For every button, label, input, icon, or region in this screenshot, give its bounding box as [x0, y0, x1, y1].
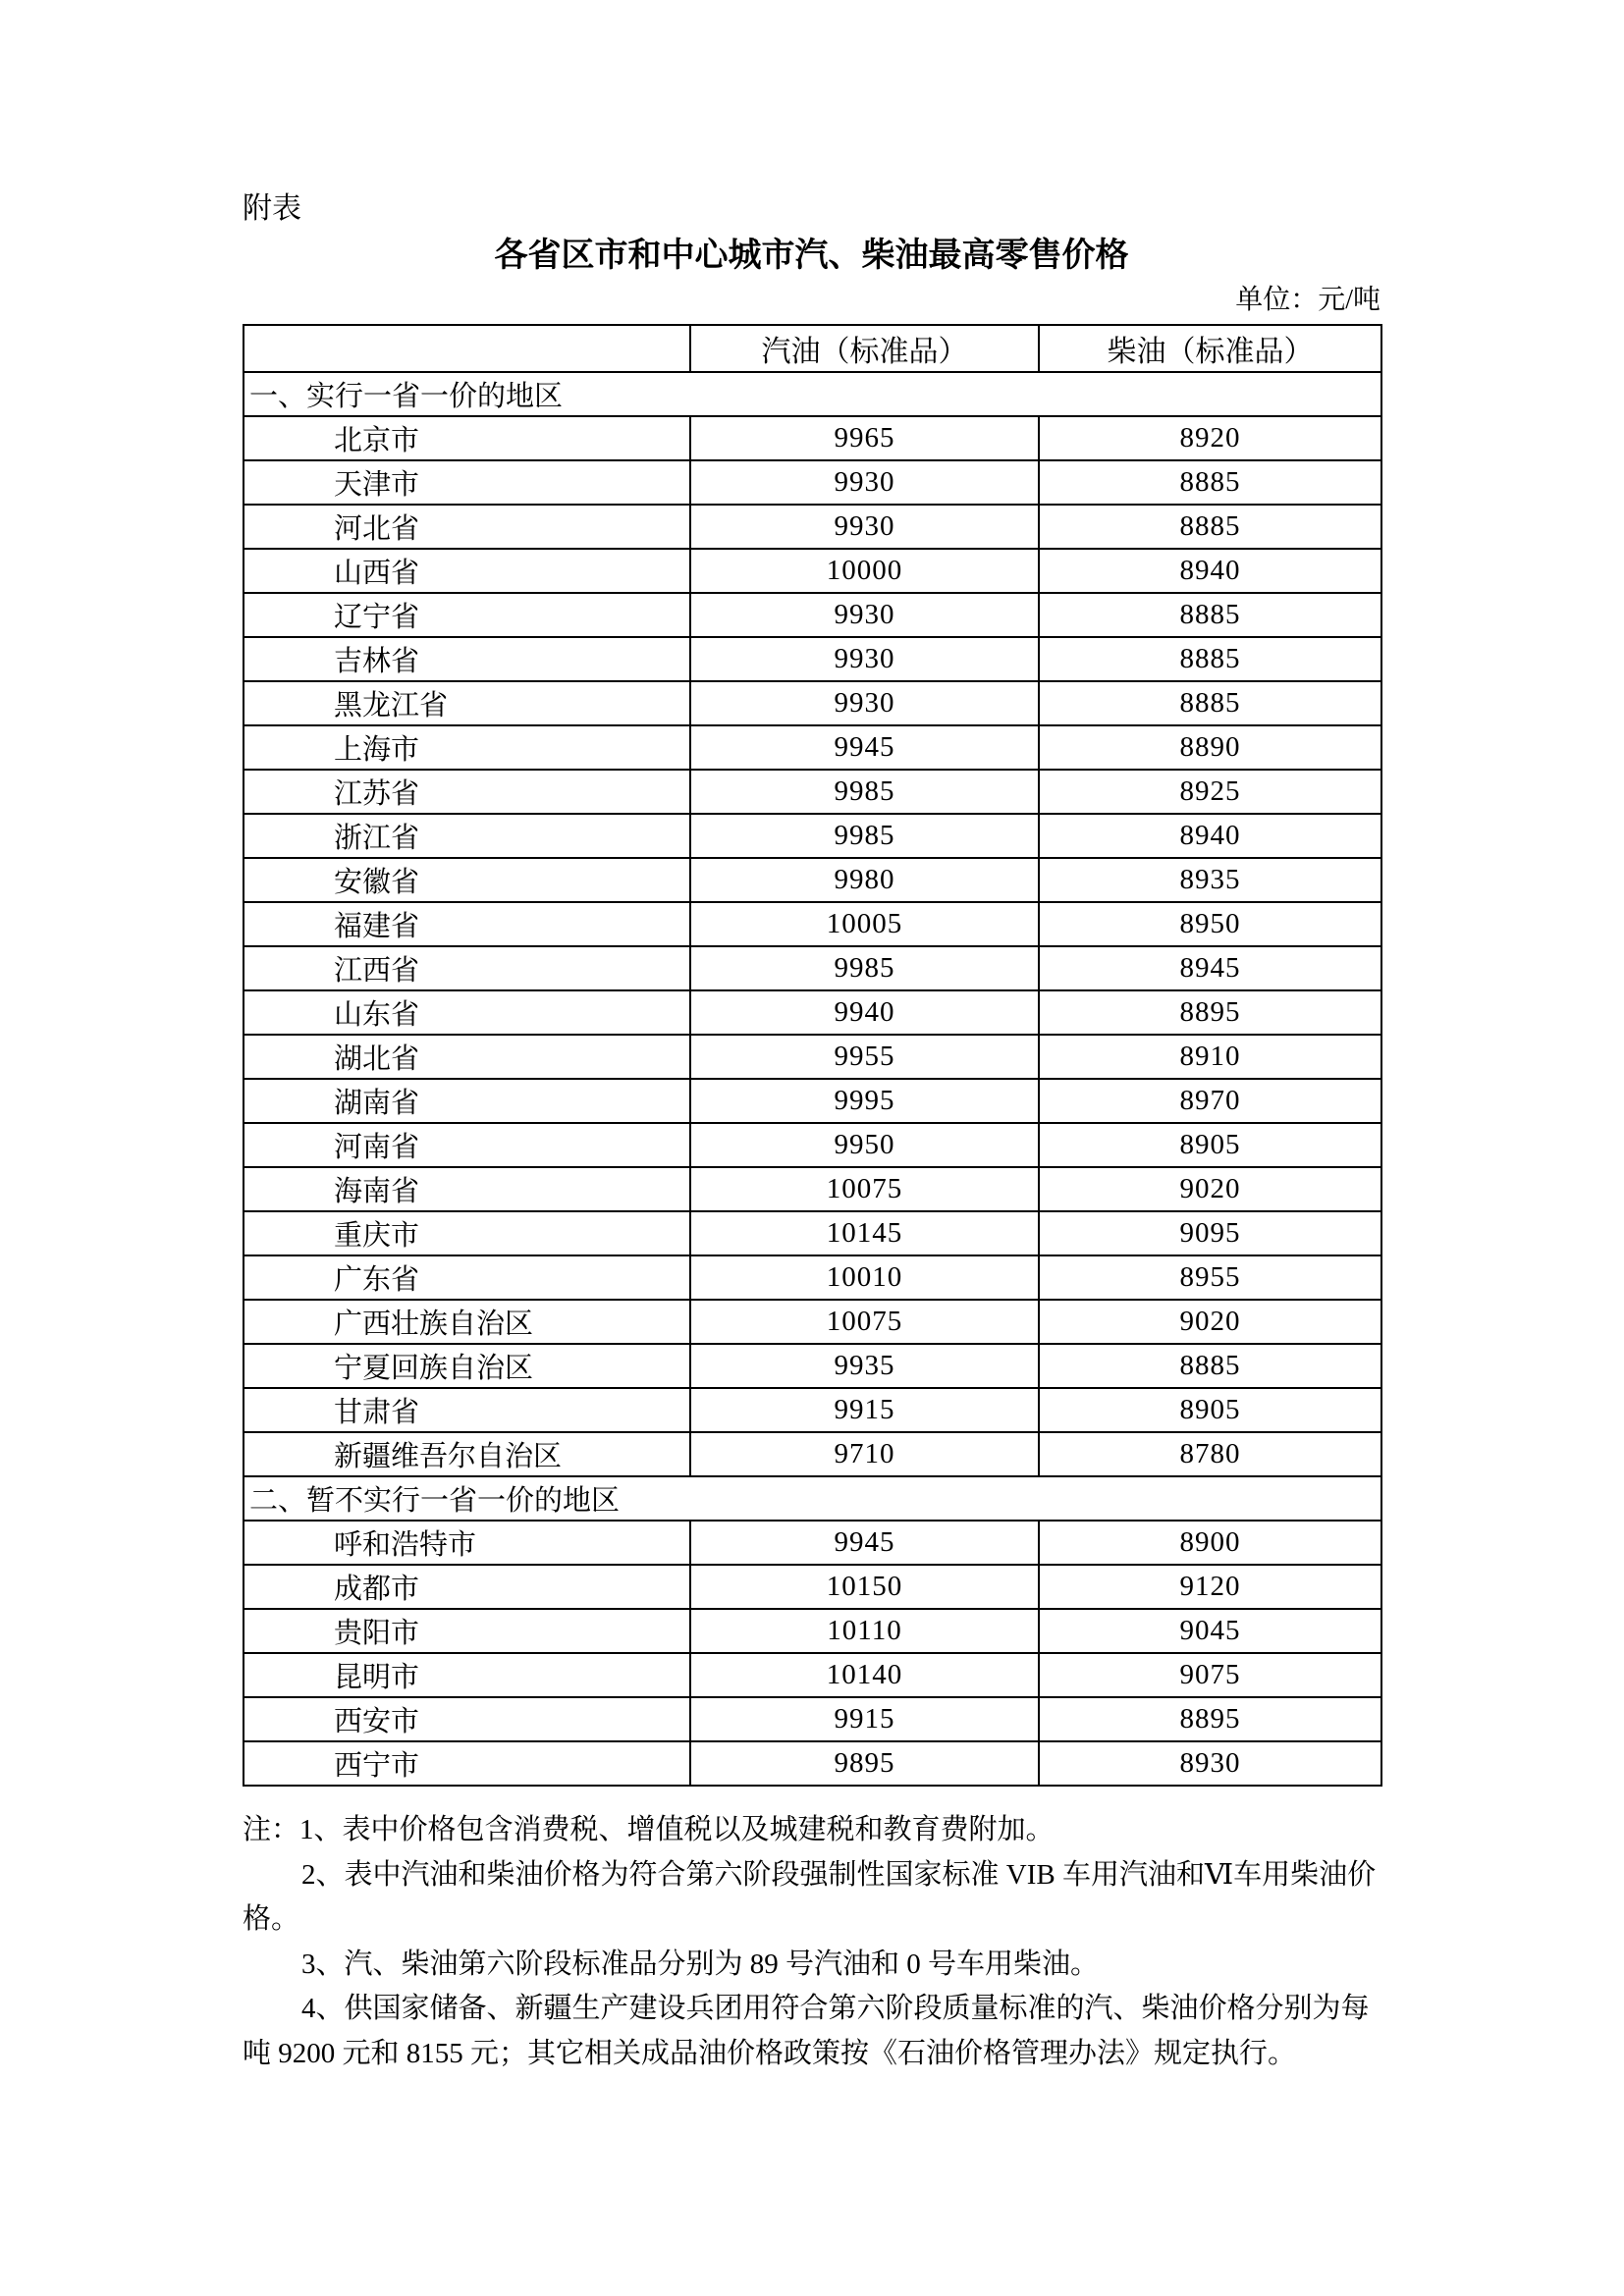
diesel-cell: 8950: [1039, 902, 1381, 946]
region-cell: 广东省: [244, 1255, 690, 1300]
page-title: 各省区市和中心城市汽、柴油最高零售价格: [494, 236, 1129, 275]
table-row: [244, 460, 1381, 505]
appendix-label: 附表: [243, 192, 301, 225]
header-row: [244, 325, 1381, 372]
note-line-4-continued: 吨 9200 元和 8155 元；其它相关成品油价格政策按《石油价格管理办法》规定执行。: [243, 2037, 1297, 2069]
gasoline-cell: 9710: [690, 1432, 1039, 1476]
region-cell: 呼和浩特市: [244, 1521, 690, 1565]
gasoline-cell: 9980: [690, 858, 1039, 902]
table-row: [244, 1565, 1381, 1609]
region-cell: 江西省: [244, 946, 690, 990]
region-cell: 成都市: [244, 1565, 690, 1609]
region-cell: 江苏省: [244, 770, 690, 814]
gasoline-cell: 9930: [690, 460, 1039, 505]
price-table-body: [244, 372, 1381, 1786]
region-cell: 辽宁省: [244, 593, 690, 637]
gasoline-cell: 10000: [690, 549, 1039, 593]
diesel-cell: 8895: [1039, 1697, 1381, 1741]
region-cell: 湖南省: [244, 1079, 690, 1123]
section-heading-row: [244, 1476, 1381, 1521]
table-row: [244, 1035, 1381, 1079]
region-cell: 湖北省: [244, 1035, 690, 1079]
region-cell: 西宁市: [244, 1741, 690, 1786]
table-row: [244, 1300, 1381, 1344]
region-cell: 浙江省: [244, 814, 690, 858]
header-diesel: 柴油（标准品）: [1039, 325, 1381, 372]
header-gasoline: 汽油（标准品）: [690, 325, 1039, 372]
note-line-3: 3、汽、柴油第六阶段标准品分别为 89 号汽油和 0 号车用柴油。: [301, 1948, 1100, 1980]
gasoline-cell: 9950: [690, 1123, 1039, 1167]
section-heading-row: [244, 372, 1381, 416]
gasoline-cell: 9915: [690, 1697, 1039, 1741]
diesel-cell: 8920: [1039, 416, 1381, 460]
table-row: [244, 1741, 1381, 1786]
gasoline-cell: 9985: [690, 814, 1039, 858]
table-row: [244, 1344, 1381, 1388]
gasoline-cell: 9945: [690, 1521, 1039, 1565]
table-row: [244, 725, 1381, 770]
table-row: [244, 1609, 1381, 1653]
gasoline-cell: 9955: [690, 1035, 1039, 1079]
gasoline-cell: 10110: [690, 1609, 1039, 1653]
diesel-cell: 9075: [1039, 1653, 1381, 1697]
table-row: [244, 549, 1381, 593]
table-row: [244, 946, 1381, 990]
gasoline-cell: 9940: [690, 990, 1039, 1035]
price-table: [243, 324, 1382, 1787]
table-row: [244, 1211, 1381, 1255]
table-row: [244, 1432, 1381, 1476]
gasoline-cell: 9965: [690, 416, 1039, 460]
gasoline-cell: 9895: [690, 1741, 1039, 1786]
region-cell: 天津市: [244, 460, 690, 505]
region-cell: 黑龙江省: [244, 681, 690, 725]
section-heading: 一、实行一省一价的地区: [244, 372, 1381, 416]
table-row: [244, 858, 1381, 902]
region-cell: 北京市: [244, 416, 690, 460]
price-table-header: [244, 325, 1381, 372]
section-heading: 二、暂不实行一省一价的地区: [244, 1476, 1381, 1521]
diesel-cell: 8905: [1039, 1123, 1381, 1167]
gasoline-cell: 10145: [690, 1211, 1039, 1255]
notes-block: [243, 1808, 1386, 2076]
region-cell: 河南省: [244, 1123, 690, 1167]
diesel-cell: 9120: [1039, 1565, 1381, 1609]
diesel-cell: 8895: [1039, 990, 1381, 1035]
region-cell: 宁夏回族自治区: [244, 1344, 690, 1388]
diesel-cell: 8940: [1039, 549, 1381, 593]
table-row: [244, 1653, 1381, 1697]
table-row: [244, 814, 1381, 858]
diesel-cell: 8925: [1039, 770, 1381, 814]
gasoline-cell: 9995: [690, 1079, 1039, 1123]
table-row: [244, 637, 1381, 681]
gasoline-cell: 10075: [690, 1300, 1039, 1344]
diesel-cell: 8935: [1039, 858, 1381, 902]
gasoline-cell: 10150: [690, 1565, 1039, 1609]
table-row: [244, 1167, 1381, 1211]
unit-label: 单位：元/吨: [1235, 285, 1380, 315]
header-region: [244, 325, 690, 372]
table-row: [244, 1079, 1381, 1123]
table-row: [244, 1255, 1381, 1300]
diesel-cell: 8930: [1039, 1741, 1381, 1786]
table-row: [244, 902, 1381, 946]
table-row: [244, 416, 1381, 460]
diesel-cell: 9020: [1039, 1300, 1381, 1344]
gasoline-cell: 9930: [690, 681, 1039, 725]
diesel-cell: 8885: [1039, 593, 1381, 637]
gasoline-cell: 10140: [690, 1653, 1039, 1697]
region-cell: 安徽省: [244, 858, 690, 902]
table-row: [244, 1123, 1381, 1167]
diesel-cell: 8910: [1039, 1035, 1381, 1079]
region-cell: 吉林省: [244, 637, 690, 681]
table-row: [244, 593, 1381, 637]
note-line-4: 4、供国家储备、新疆生产建设兵团用符合第六阶段质量标准的汽、柴油价格分别为每: [301, 1993, 1370, 2024]
gasoline-cell: 9930: [690, 637, 1039, 681]
table-row: [244, 505, 1381, 549]
table-row: [244, 681, 1381, 725]
gasoline-cell: 9930: [690, 505, 1039, 549]
table-row: [244, 770, 1381, 814]
diesel-cell: 8905: [1039, 1388, 1381, 1432]
diesel-cell: 8885: [1039, 1344, 1381, 1388]
diesel-cell: 8890: [1039, 725, 1381, 770]
diesel-cell: 8885: [1039, 681, 1381, 725]
region-cell: 福建省: [244, 902, 690, 946]
region-cell: 山西省: [244, 549, 690, 593]
table-row: [244, 1697, 1381, 1741]
diesel-cell: 8900: [1039, 1521, 1381, 1565]
gasoline-cell: 10005: [690, 902, 1039, 946]
diesel-cell: 8885: [1039, 637, 1381, 681]
gasoline-cell: 9985: [690, 770, 1039, 814]
region-cell: 山东省: [244, 990, 690, 1035]
region-cell: 贵阳市: [244, 1609, 690, 1653]
gasoline-cell: 9935: [690, 1344, 1039, 1388]
note-line-2-continued: 格。: [243, 1903, 300, 1935]
table-row: [244, 1388, 1381, 1432]
diesel-cell: 8955: [1039, 1255, 1381, 1300]
diesel-cell: 9020: [1039, 1167, 1381, 1211]
region-cell: 昆明市: [244, 1653, 690, 1697]
diesel-cell: 9045: [1039, 1609, 1381, 1653]
region-cell: 上海市: [244, 725, 690, 770]
region-cell: 新疆维吾尔自治区: [244, 1432, 690, 1476]
gasoline-cell: 9985: [690, 946, 1039, 990]
region-cell: 海南省: [244, 1167, 690, 1211]
region-cell: 甘肃省: [244, 1388, 690, 1432]
diesel-cell: 8940: [1039, 814, 1381, 858]
diesel-cell: 8885: [1039, 505, 1381, 549]
diesel-cell: 8885: [1039, 460, 1381, 505]
region-cell: 河北省: [244, 505, 690, 549]
gasoline-cell: 9945: [690, 725, 1039, 770]
gasoline-cell: 9915: [690, 1388, 1039, 1432]
diesel-cell: 8780: [1039, 1432, 1381, 1476]
gasoline-cell: 9930: [690, 593, 1039, 637]
gasoline-cell: 10075: [690, 1167, 1039, 1211]
table-row: [244, 990, 1381, 1035]
region-cell: 广西壮族自治区: [244, 1300, 690, 1344]
table-row: [244, 1521, 1381, 1565]
diesel-cell: 9095: [1039, 1211, 1381, 1255]
diesel-cell: 8945: [1039, 946, 1381, 990]
note-line-1: 注：1、表中价格包含消费税、增值税以及城建税和教育费附加。: [243, 1814, 1055, 1845]
region-cell: 西安市: [244, 1697, 690, 1741]
note-line-2: 2、表中汽油和柴油价格为符合第六阶段强制性国家标准 VIB 车用汽油和Ⅵ车用柴油价: [301, 1858, 1377, 1891]
diesel-cell: 8970: [1039, 1079, 1381, 1123]
gasoline-cell: 10010: [690, 1255, 1039, 1300]
region-cell: 重庆市: [244, 1211, 690, 1255]
